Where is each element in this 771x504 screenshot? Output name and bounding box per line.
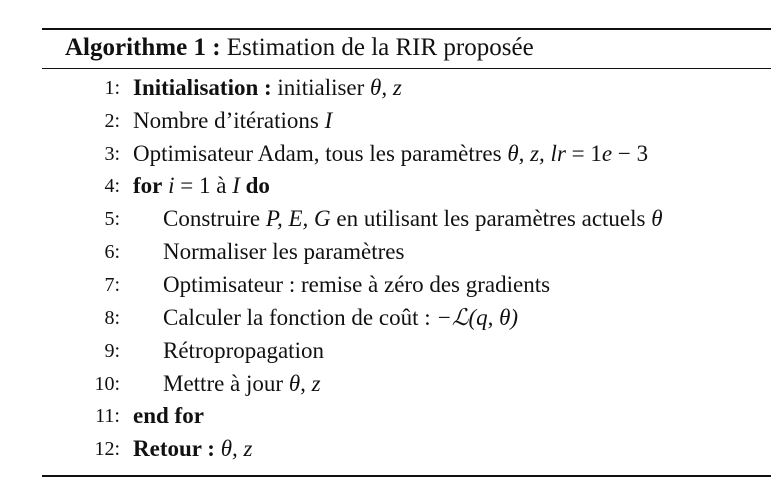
keyword-end-for: end for (133, 403, 204, 428)
keyword-do: do (245, 173, 270, 198)
math-rest: − 3 (617, 141, 649, 166)
math-expression: I (324, 108, 333, 133)
math-value: 1 (590, 141, 602, 166)
algorithm-mid-rule (42, 68, 771, 69)
algorithm-caption (65, 32, 534, 64)
math-expression: P, E, G (265, 206, 331, 231)
line-number: 1: (104, 77, 120, 99)
line-number: 4: (104, 175, 120, 197)
line-text: Rétropropagation (163, 338, 324, 363)
line-number: 8: (104, 307, 120, 329)
keyword-for: for (133, 173, 163, 198)
line-number: 2: (104, 110, 120, 132)
math-variable-i: i (168, 173, 175, 198)
line-text: initialiser (277, 75, 365, 100)
math-expression: θ, z (220, 436, 253, 461)
caption-title: Estimation de la RIR proposée (226, 34, 534, 61)
line-number: 12: (94, 438, 120, 460)
line-number: 10: (94, 373, 120, 395)
line-text: Nombre d’itérations (133, 108, 319, 133)
line-number: 9: (104, 340, 120, 362)
line-number: 6: (104, 241, 120, 263)
line-number: 5: (104, 208, 120, 230)
caption-label: Algorithme 1 : (65, 34, 221, 61)
math-expression: θ, z (288, 371, 321, 396)
line-text: Optimisateur : remise à zéro des gradients (163, 272, 551, 297)
line-text: Calculer la fonction de coût : (163, 305, 431, 330)
math-expression: −ℒ(q, θ) (436, 305, 519, 330)
line-text: Mettre à jour (163, 371, 284, 396)
keyword-initialisation: Initialisation : (133, 75, 272, 100)
math-variable-I: I (232, 173, 240, 198)
line-text: Optimisateur Adam, tous les paramètres (133, 141, 502, 166)
line-text: Construire (163, 206, 261, 231)
math-expression: θ, z, lr (507, 141, 566, 166)
keyword-retour: Retour : (133, 436, 215, 461)
loop-range: = 1 à (180, 173, 227, 198)
line-text: Normaliser les paramètres (163, 239, 405, 264)
line-text-2: en utilisant les paramètres actuels (336, 206, 646, 231)
math-expression-2: θ (651, 206, 663, 231)
algorithm-top-rule (42, 28, 771, 30)
math-e: e (601, 141, 613, 166)
line-number: 7: (104, 274, 120, 296)
line-number: 3: (104, 143, 120, 165)
math-expression: θ, z (370, 75, 402, 100)
algorithm-bottom-rule (42, 475, 771, 477)
line-number: 11: (95, 405, 120, 427)
math-equals: = (571, 141, 585, 166)
